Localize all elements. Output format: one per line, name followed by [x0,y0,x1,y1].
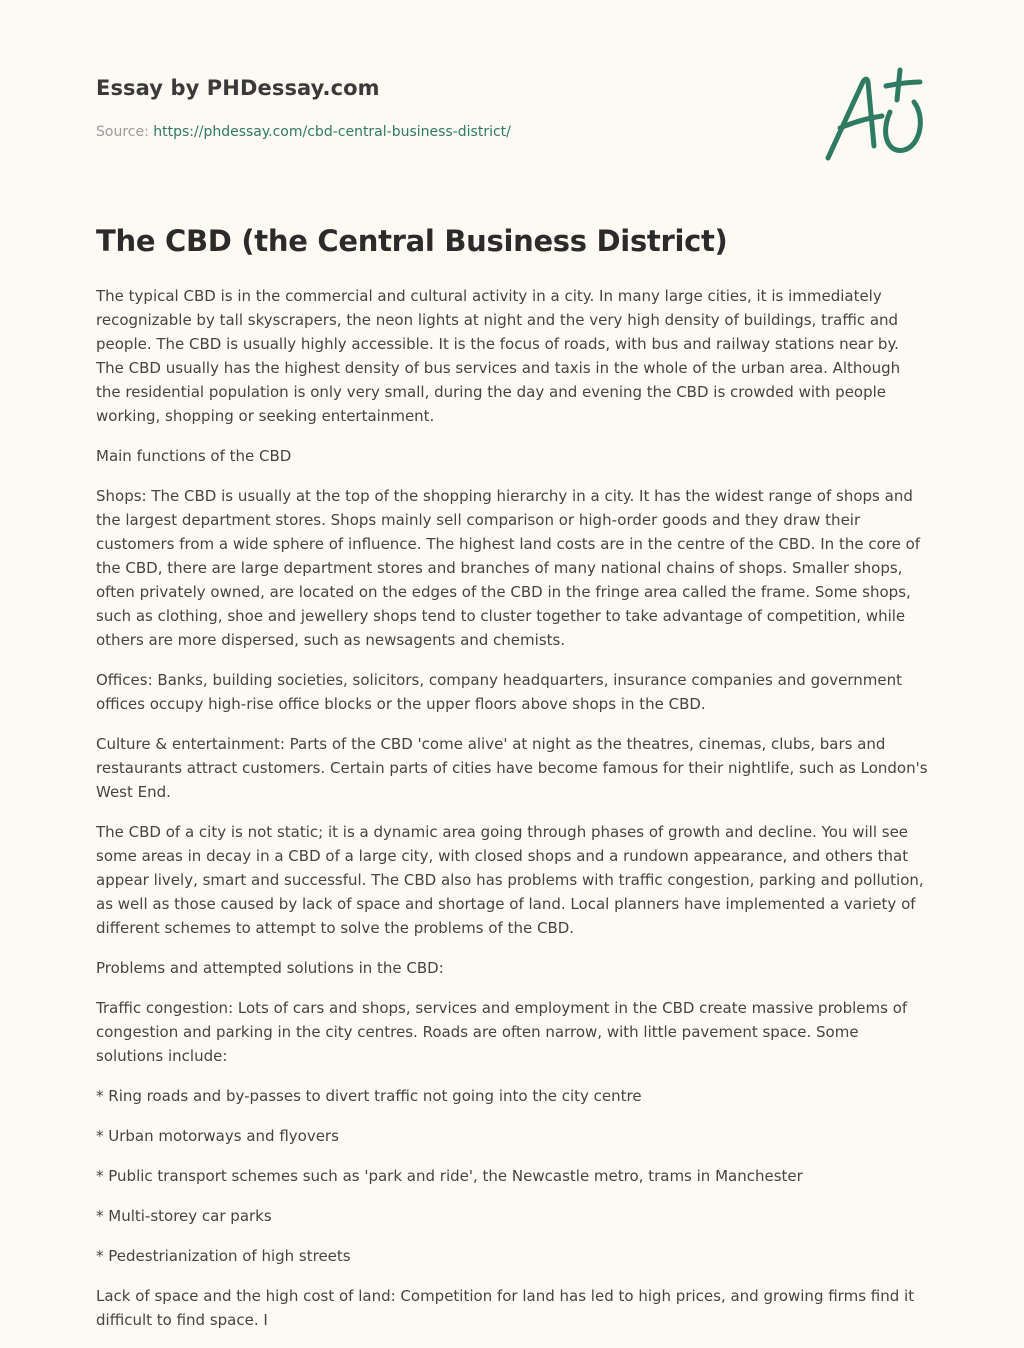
paragraph-main-functions-heading: Main functions of the CBD [96,447,292,465]
list-item-public-transport: * Public transport schemes such as 'park and ride', the Newcastle metro, trams in Manchester [96,1167,803,1185]
paragraph-shops: Shops: The CBD is usually at the top of the shopping hierarchy in a city. It has the widest range of shops and the largest department stores. Shops mainly sell comparison or high-order goods and they draw their customers from a wide sphere of influence. The highest land costs are in the centre of the CBD. In the core of the CBD, there are large department stores and branches of many national chains of shops. Smaller shops, often privately owned, are located on the edges of the CBD in the fringe area called the frame. Some shops, such as clothing, shoe and jewellery shops tend to cluster together to take advantage of competition, while others are more dispersed, such as newsagents and chemists. [96,487,921,649]
source-line [96,124,511,140]
list-item-pedestrianization: * Pedestrianization of high streets [96,1247,351,1265]
page-title: The CBD (the Central Business District) [96,224,728,258]
list-item-urban-motorways: * Urban motorways and flyovers [96,1127,339,1145]
paragraph-offices: Offices: Banks, building societies, solicitors, company headquarters, insurance companies and government offices occupy high-rise office blocks or the upper floors above shops in the CBD. [96,671,903,713]
a-plus-logo [818,62,930,166]
paragraph-culture-entertainment: Culture & entertainment: Parts of the CBD 'come alive' at night as the theatres, cinemas, clubs, bars and restaurants attract customers. Certain parts of cities have become famous for their nightlife, such as London's West End. [96,735,928,801]
source-link[interactable]: https://phdessay.com/cbd-central-business-district/ [153,124,511,140]
article-body [96,284,928,1348]
list-item-car-parks: * Multi-storey car parks [96,1207,272,1225]
paragraph-intro: The typical CBD is in the commercial and cultural activity in a city. In many large cities, it is immediately recognizable by tall skyscrapers, the neon lights at night and the very high density of buildings, traffic and people. The CBD is usually highly accessible. It is the focus of roads, with bus and railway stations near by. The CBD usually has the highest density of bus services and taxis in the whole of the urban area. Although the residential population is only very small, during the day and evening the CBD is crowded with people working, shopping or seeking entertainment. [96,287,901,425]
site-brand: Essay by PHDessay.com [96,76,380,100]
paragraph-problems-heading: Problems and attempted solutions in the CBD: [96,959,444,977]
list-item-ring-roads: * Ring roads and by-passes to divert traffic not going into the city centre [96,1087,642,1105]
paragraph-dynamic-cbd: The CBD of a city is not static; it is a dynamic area going through phases of growth and decline. You will see some areas in decay in a CBD of a large city, with closed shops and a rundown appearance, and others that appear lively, smart and successful. The CBD also has problems with traffic congestion, parking and pollution, as well as those caused by lack of space and shortage of land. Local planners have implemented a variety of different schemes to attempt to solve the problems of the CBD. [96,823,924,937]
source-label: Source: [96,124,149,140]
paragraph-lack-of-space: Lack of space and the high cost of land: Competition for land has led to high prices, and growing firms find it difficult to find space. I [96,1287,915,1329]
page-header [96,76,511,140]
paragraph-traffic-congestion: Traffic congestion: Lots of cars and shops, services and employment in the CBD create massive problems of congestion and parking in the city centres. Roads are often narrow, with little pavement space. Some solutions include: [96,999,908,1065]
